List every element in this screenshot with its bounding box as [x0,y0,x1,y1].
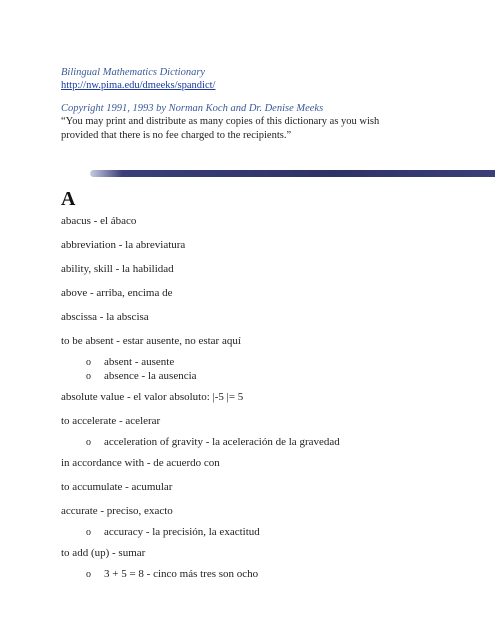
entry-in-accordance-with: in accordance with - de acuerdo con [61,457,220,469]
subentry-absent [86,355,174,370]
permission-line-2: provided that there is no fee charged to the recipients.” [61,130,292,141]
entry-accurate: accurate - preciso, exacto [61,505,173,517]
bullet-icon: o [86,569,91,580]
entry-to-be-absent: to be absent - estar ausente, no estar aquí [61,335,241,347]
bullet-icon: o [86,371,91,382]
subentry-accuracy [86,525,260,540]
subentry-text: acceleration of gravity - la aceleración de la gravedad [104,436,340,448]
subentry-acceleration-of-gravity [86,435,340,450]
entry-above: above - arriba, encima de [61,287,173,299]
horizontal-divider [90,170,495,177]
copyright-notice: Copyright 1991, 1993 by Norman Koch and Dr. Denise Meeks [61,103,324,114]
bullet-icon: o [86,357,91,368]
entry-abscissa: abscissa - la abscisa [61,311,149,323]
entry-to-add-up: to add (up) - sumar [61,547,146,559]
subentry-addition-example [86,567,258,582]
dictionary-url-link[interactable]: http://nw.pima.edu/dmeeks/spandict/ [61,80,216,91]
document-header [61,66,471,143]
entry-to-accelerate: to accelerate - acelerar [61,415,161,427]
subentry-text: 3 + 5 = 8 - cinco más tres son ocho [104,568,259,580]
permission-line-1: “You may print and distribute as many copies of this dictionary as you wish [61,116,380,127]
entry-absolute-value: absolute value - el valor absoluto: |-5 |= 5 [61,391,244,403]
entry-abacus: abacus - el ábaco [61,215,137,227]
entry-abbreviation: abbreviation - la abreviatura [61,239,186,251]
subentry-text: absence - la ausencia [104,370,197,382]
section-letter-heading: A [61,188,76,210]
subentry-absence [86,369,197,384]
subentry-text: absent - ausente [104,356,175,368]
dictionary-title: Bilingual Mathematics Dictionary [61,67,206,78]
entry-to-accumulate: to accumulate - acumular [61,481,173,493]
bullet-icon: o [86,527,91,538]
entry-ability: ability, skill - la habilidad [61,263,174,275]
subentry-text: accuracy - la precisión, la exactitud [104,526,260,538]
bullet-icon: o [86,437,91,448]
